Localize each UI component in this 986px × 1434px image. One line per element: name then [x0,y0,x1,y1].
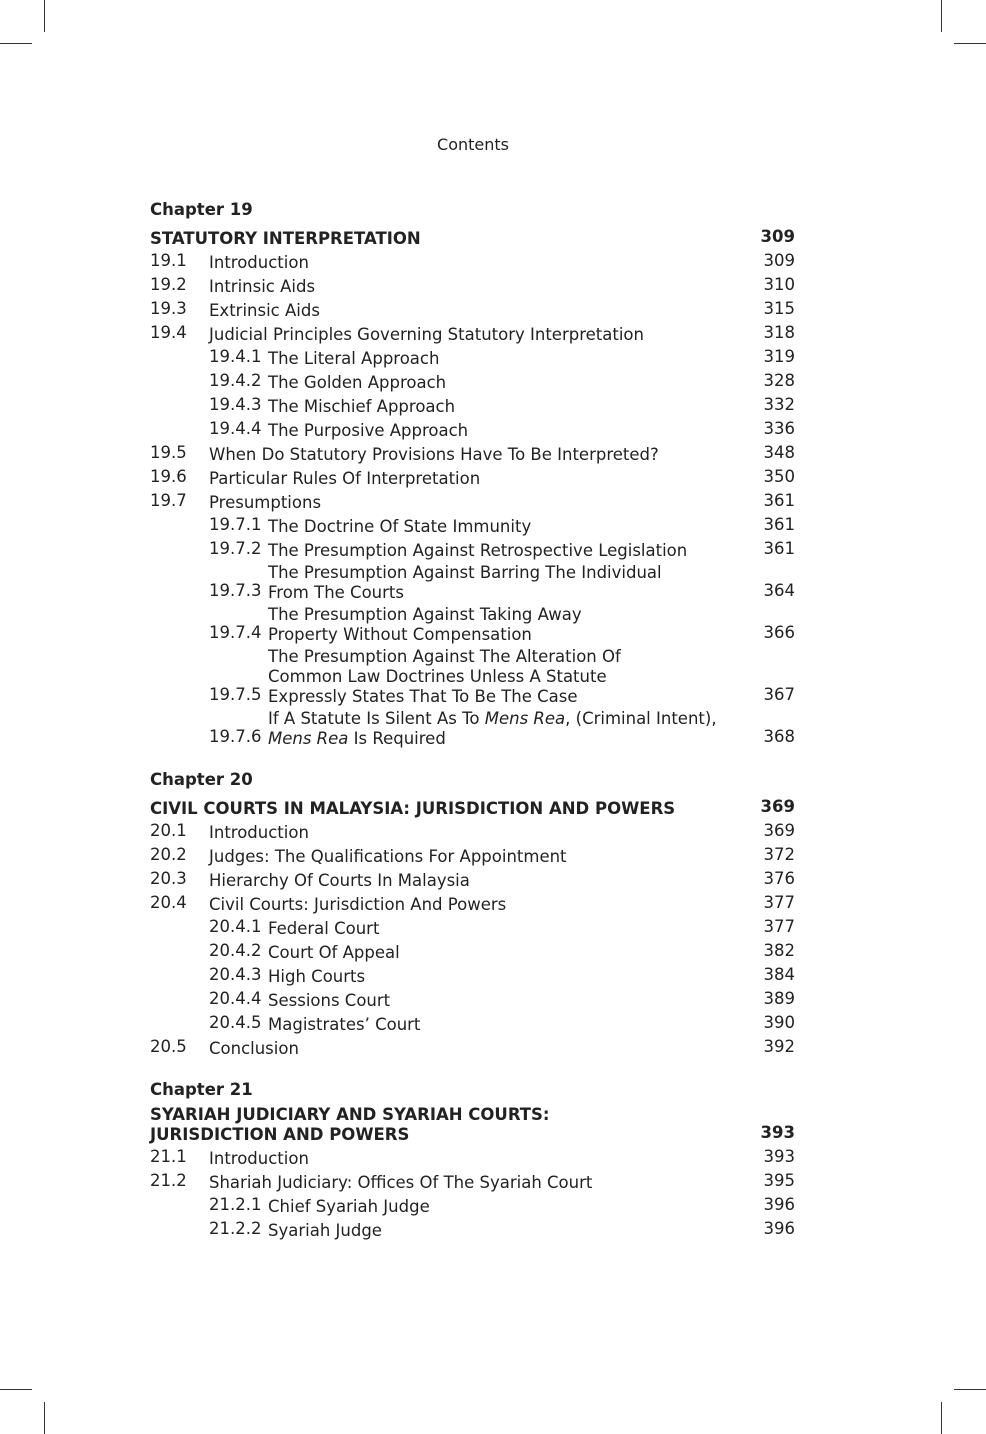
toc-entry [150,963,795,987]
section-page-number: 368 [763,727,795,746]
section-number: 20.4.2 [209,941,262,960]
section-page-number: 318 [763,323,795,342]
section-page-number: 372 [763,845,795,864]
section-number: 21.2 [150,1171,187,1190]
section-number: 21.1 [150,1147,187,1166]
section-number: 19.3 [150,299,187,318]
section-title-line: Introduction [209,823,309,842]
section-title [209,1039,735,1059]
section-page-number: 393 [763,1147,795,1166]
section-title-line: The Presumption Against Retrospective Legislation [268,541,688,560]
section-number: 19.2 [150,275,187,294]
section-page-number: 390 [763,1013,795,1032]
chapter-page-number: 369 [760,797,795,816]
section-number: 19.5 [150,443,187,462]
section-page-number: 376 [763,869,795,888]
section-number: 19.7.5 [209,685,262,704]
section-number: 19.4.3 [209,395,262,414]
section-title-line: Federal Court [268,919,380,938]
toc-entry [150,867,795,891]
section-title [268,991,735,1011]
toc-entry [150,273,795,297]
section-title [268,349,735,369]
section-title-line: Magistrates’ Court [268,1015,421,1034]
crop-mark-top-right-horizontal [954,43,986,44]
section-title [268,1221,735,1241]
section-page-number: 396 [763,1195,795,1214]
crop-mark-top-left-horizontal [0,43,32,44]
section-page-number: 369 [763,821,795,840]
chapter-section [150,199,795,749]
section-title [268,1197,735,1217]
section-page-number: 366 [763,623,795,642]
section-title [268,1015,735,1035]
toc-entry [150,709,795,749]
crop-mark-bottom-left-vertical [44,1402,45,1434]
section-title [209,253,735,273]
toc-entry [150,345,795,369]
section-page-number: 315 [763,299,795,318]
section-title-line: Sessions Court [268,991,391,1010]
chapter-title-row [150,795,795,819]
section-number: 19.4.2 [209,371,262,390]
section-title [209,1149,735,1169]
section-number: 20.4.3 [209,965,262,984]
section-title [209,445,735,465]
section-number: 20.2 [150,845,187,864]
section-number: 20.4.1 [209,917,262,936]
toc-entry [150,1193,795,1217]
section-title-line: The Doctrine Of State Immunity [268,517,532,536]
chapter-page-number: 393 [760,1123,795,1142]
section-title-line: Property Without Compensation [268,625,532,644]
section-title [268,967,735,987]
section-number: 19.4.4 [209,419,262,438]
section-title-line: When Do Statutory Provisions Have To Be Interpreted? [209,445,659,464]
crop-mark-bottom-right-vertical [941,1402,942,1434]
section-page-number: 332 [763,395,795,414]
section-title [209,871,735,891]
toc-entry [150,513,795,537]
section-title [209,301,735,321]
section-number: 20.1 [150,821,187,840]
section-number: 19.7.3 [209,581,262,600]
chapter-title-line: JURISDICTION AND POWERS [150,1125,410,1144]
page-header: Contents [437,135,509,154]
toc-entry [150,537,795,561]
section-title [209,895,735,915]
section-page-number: 367 [763,685,795,704]
chapter-section [150,1079,795,1241]
section-title [268,397,735,417]
section-title [209,823,735,843]
chapter-title-line: STATUTORY INTERPRETATION [150,229,421,248]
chapter-title-line: SYARIAH JUDICIARY AND SYARIAH COURTS: [150,1105,550,1124]
section-number: 19.7.2 [209,539,262,558]
toc-entry [150,1217,795,1241]
section-title [209,847,735,867]
section-number: 19.7.1 [209,515,262,534]
section-title-line: Mens Rea Is Required [268,729,446,748]
section-title-line: The Mischief Approach [268,397,456,416]
toc-entry [150,563,795,603]
section-title [209,1173,735,1193]
section-page-number: 377 [763,893,795,912]
section-title-line: Civil Courts: Jurisdiction And Powers [209,895,507,914]
section-title [209,277,735,297]
chapter-label: Chapter 21 [150,1080,253,1099]
section-number: 20.4 [150,893,187,912]
section-page-number: 319 [763,347,795,366]
section-number: 20.5 [150,1037,187,1056]
section-title-line: Chief Syariah Judge [268,1197,430,1216]
toc-entry [150,297,795,321]
toc-entry [150,987,795,1011]
section-title-line: Hierarchy Of Courts In Malaysia [209,871,470,890]
crop-mark-bottom-left-horizontal [0,1389,32,1390]
section-title-line: The Purposive Approach [268,421,469,440]
section-title-line: Court Of Appeal [268,943,400,962]
section-page-number: 392 [763,1037,795,1056]
toc-entry [150,1169,795,1193]
section-title-line: The Literal Approach [268,349,440,368]
section-title [209,493,735,513]
section-page-number: 336 [763,419,795,438]
toc-entry [150,1145,795,1169]
section-number: 20.3 [150,869,187,888]
section-title-line: Shariah Judiciary: Offices Of The Syariah Court [209,1173,593,1192]
section-title-line: Judicial Principles Governing Statutory Interpretation [209,325,644,344]
toc-entry [150,939,795,963]
toc-entry [150,891,795,915]
section-number: 19.6 [150,467,187,486]
section-page-number: 389 [763,989,795,1008]
chapter-title-row [150,225,795,249]
section-title [268,541,735,561]
section-number: 21.2.1 [209,1195,262,1214]
section-title-line: Extrinsic Aids [209,301,320,320]
section-title-line: Introduction [209,253,309,272]
chapter-title [150,1105,735,1145]
chapter-label: Chapter 20 [150,770,253,789]
section-title-line: The Presumption Against Taking Away [268,605,582,624]
chapter-label: Chapter 19 [150,200,253,219]
section-title-line: The Golden Approach [268,373,447,392]
toc-entry [150,489,795,513]
chapter-title-line: CIVIL COURTS IN MALAYSIA: JURISDICTION AND POWERS [150,799,676,818]
section-title [268,517,735,537]
section-title-line: Intrinsic Aids [209,277,316,296]
section-title [268,421,735,441]
section-page-number: 361 [763,515,795,534]
section-title-line: Presumptions [209,493,322,512]
toc-entry [150,1011,795,1035]
toc-entry [150,1035,795,1059]
chapter-section [150,769,795,1059]
section-title [268,605,735,645]
crop-mark-top-left-vertical [44,0,45,32]
section-number: 19.4.1 [209,347,262,366]
section-title [268,709,735,749]
toc-entry [150,605,795,645]
toc-entry [150,393,795,417]
section-page-number: 309 [763,251,795,270]
section-number: 19.4 [150,323,187,342]
section-title-line: The Presumption Against Barring The Individual [268,563,662,582]
section-title [268,373,735,393]
section-title-line: Particular Rules Of Interpretation [209,469,481,488]
section-number: 19.7.6 [209,727,262,746]
section-page-number: 364 [763,581,795,600]
crop-mark-bottom-right-horizontal [954,1389,986,1390]
section-title-line: Syariah Judge [268,1221,382,1240]
section-title-line: The Presumption Against The Alteration Of [268,647,621,666]
table-of-contents [150,199,795,1261]
section-page-number: 384 [763,965,795,984]
section-title-line: If A Statute Is Silent As To Mens Rea, (Criminal Intent), [268,709,717,728]
toc-entry [150,647,795,707]
toc-entry [150,369,795,393]
section-number: 21.2.2 [209,1219,262,1238]
section-title-line: From The Courts [268,583,404,602]
toc-entry [150,465,795,489]
section-title-line: Conclusion [209,1039,299,1058]
section-page-number: 361 [763,491,795,510]
chapter-title [150,229,735,249]
section-page-number: 396 [763,1219,795,1238]
section-title [268,563,735,603]
toc-entry [150,249,795,273]
section-page-number: 348 [763,443,795,462]
section-page-number: 350 [763,467,795,486]
toc-entry [150,321,795,345]
section-title-line: Expressly States That To Be The Case [268,687,578,706]
section-page-number: 377 [763,917,795,936]
section-title [268,647,735,707]
section-title-line: Introduction [209,1149,309,1168]
section-title-line: Common Law Doctrines Unless A Statute [268,667,607,686]
toc-entry [150,417,795,441]
section-page-number: 395 [763,1171,795,1190]
section-number: 19.1 [150,251,187,270]
chapter-page-number: 309 [760,227,795,246]
section-page-number: 361 [763,539,795,558]
chapter-title-row [150,1105,795,1145]
section-number: 19.7.4 [209,623,262,642]
section-title-line: High Courts [268,967,366,986]
section-title [209,469,735,489]
section-title [268,919,735,939]
section-page-number: 382 [763,941,795,960]
chapter-title [150,799,735,819]
toc-entry [150,915,795,939]
section-title [268,943,735,963]
crop-mark-top-right-vertical [941,0,942,32]
toc-entry [150,441,795,465]
section-title [209,325,735,345]
section-number: 19.7 [150,491,187,510]
section-number: 20.4.4 [209,989,262,1008]
section-page-number: 328 [763,371,795,390]
toc-entry [150,819,795,843]
section-page-number: 310 [763,275,795,294]
section-title-line: Judges: The Qualifications For Appointment [209,847,567,866]
toc-entry [150,843,795,867]
section-number: 20.4.5 [209,1013,262,1032]
